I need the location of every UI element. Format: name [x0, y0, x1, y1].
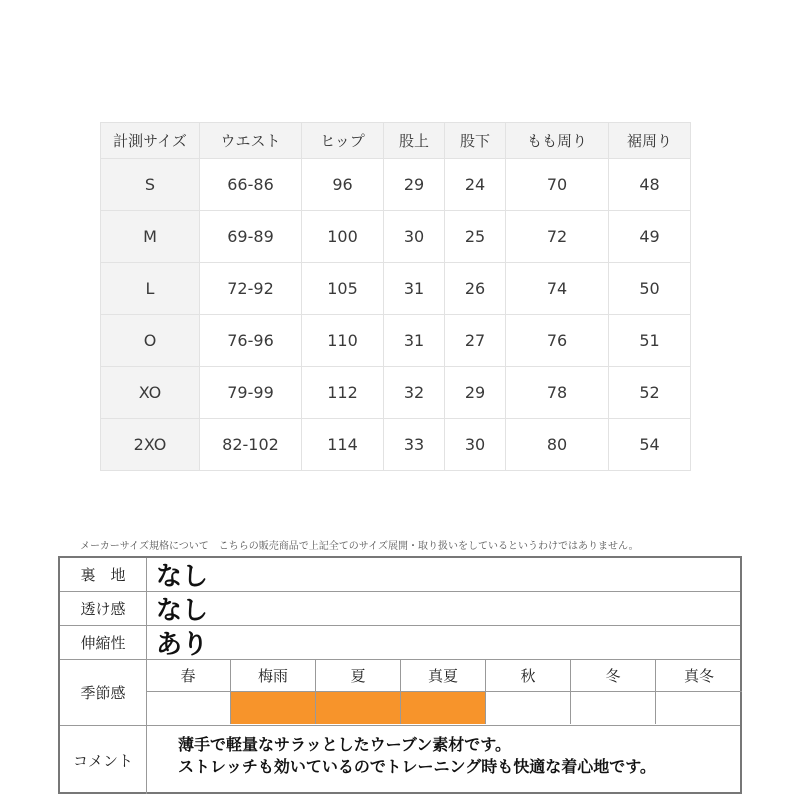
header-thigh: もも周り [506, 123, 609, 159]
hip-cell: 112 [302, 367, 384, 419]
season-winter-indicator [571, 692, 656, 724]
season-midwinter-indicator [656, 692, 742, 724]
size-cell: XO [101, 367, 200, 419]
hip-cell: 96 [302, 159, 384, 211]
season-spring: 春 [146, 660, 231, 692]
hem-cell: 51 [609, 315, 691, 367]
season-winter: 冬 [571, 660, 656, 692]
header-waist: ウエスト [200, 123, 302, 159]
hem-cell: 50 [609, 263, 691, 315]
spec-row-stretch [60, 626, 740, 660]
size-standard-note: メーカーサイズ規格について こちらの販売商品で上記全てのサイズ展開・取り扱いをしているというわけではありません。 [80, 541, 639, 552]
inseam-cell: 29 [445, 367, 506, 419]
hip-cell: 100 [302, 211, 384, 263]
season-rainy: 梅雨 [231, 660, 316, 692]
comment-label: コメント [60, 726, 147, 794]
waist-cell: 69-89 [200, 211, 302, 263]
inseam-cell: 27 [445, 315, 506, 367]
hip-cell: 110 [302, 315, 384, 367]
season-label: 季節感 [60, 660, 147, 725]
thigh-cell: 72 [506, 211, 609, 263]
hem-cell: 52 [609, 367, 691, 419]
size-table-header [101, 123, 691, 159]
season-rainy-indicator [231, 692, 316, 724]
season-grid [146, 660, 740, 725]
spec-row-comment [60, 726, 740, 794]
waist-cell: 72-92 [200, 263, 302, 315]
table-row [101, 263, 691, 315]
rise-cell: 29 [384, 159, 445, 211]
size-cell: O [101, 315, 200, 367]
table-row [101, 159, 691, 211]
lining-value: なし [156, 562, 209, 592]
header-hem: 裾周り [609, 123, 691, 159]
thigh-cell: 80 [506, 419, 609, 471]
inseam-cell: 26 [445, 263, 506, 315]
spec-table [58, 556, 742, 794]
rise-cell: 31 [384, 315, 445, 367]
rise-cell: 31 [384, 263, 445, 315]
size-table [100, 122, 691, 471]
season-spring-indicator [146, 692, 231, 724]
thigh-cell: 76 [506, 315, 609, 367]
table-row [101, 211, 691, 263]
header-inseam: 股下 [445, 123, 506, 159]
header-rise: 股上 [384, 123, 445, 159]
rise-cell: 30 [384, 211, 445, 263]
size-cell: M [101, 211, 200, 263]
thigh-cell: 70 [506, 159, 609, 211]
hem-cell: 54 [609, 419, 691, 471]
season-summer: 夏 [316, 660, 401, 692]
rise-cell: 33 [384, 419, 445, 471]
waist-cell: 76-96 [200, 315, 302, 367]
thigh-cell: 78 [506, 367, 609, 419]
season-summer-indicator [316, 692, 401, 724]
hem-cell: 49 [609, 211, 691, 263]
inseam-cell: 30 [445, 419, 506, 471]
stretch-label: 伸縮性 [60, 626, 147, 659]
sheerness-value: なし [156, 596, 209, 626]
hip-cell: 105 [302, 263, 384, 315]
thigh-cell: 74 [506, 263, 609, 315]
season-midwinter: 真冬 [656, 660, 742, 692]
season-autumn-indicator [486, 692, 571, 724]
inseam-cell: 24 [445, 159, 506, 211]
lining-label: 裏 地 [60, 558, 147, 591]
size-cell: S [101, 159, 200, 211]
waist-cell: 82-102 [200, 419, 302, 471]
waist-cell: 79-99 [200, 367, 302, 419]
size-cell: L [101, 263, 200, 315]
hem-cell: 48 [609, 159, 691, 211]
table-row [101, 315, 691, 367]
season-midsummer: 真夏 [401, 660, 486, 692]
header-size: 計測サイズ [101, 123, 200, 159]
table-row [101, 367, 691, 419]
spec-row-lining [60, 558, 740, 592]
size-cell: 2XO [101, 419, 200, 471]
comment-text [178, 734, 656, 778]
waist-cell: 66-86 [200, 159, 302, 211]
inseam-cell: 25 [445, 211, 506, 263]
season-midsummer-indicator [401, 692, 486, 724]
table-row [101, 419, 691, 471]
spec-row-sheerness [60, 592, 740, 626]
spec-row-season [60, 660, 740, 726]
comment-line-1: 薄手で軽量なサラッとしたウーブン素材です。 [178, 735, 511, 754]
header-hip: ヒップ [302, 123, 384, 159]
stretch-value: あり [156, 630, 209, 660]
sheerness-label: 透け感 [60, 592, 147, 625]
hip-cell: 114 [302, 419, 384, 471]
season-autumn: 秋 [486, 660, 571, 692]
comment-line-2: ストレッチも効いているのでトレーニング時も快適な着心地です。 [178, 757, 656, 776]
rise-cell: 32 [384, 367, 445, 419]
